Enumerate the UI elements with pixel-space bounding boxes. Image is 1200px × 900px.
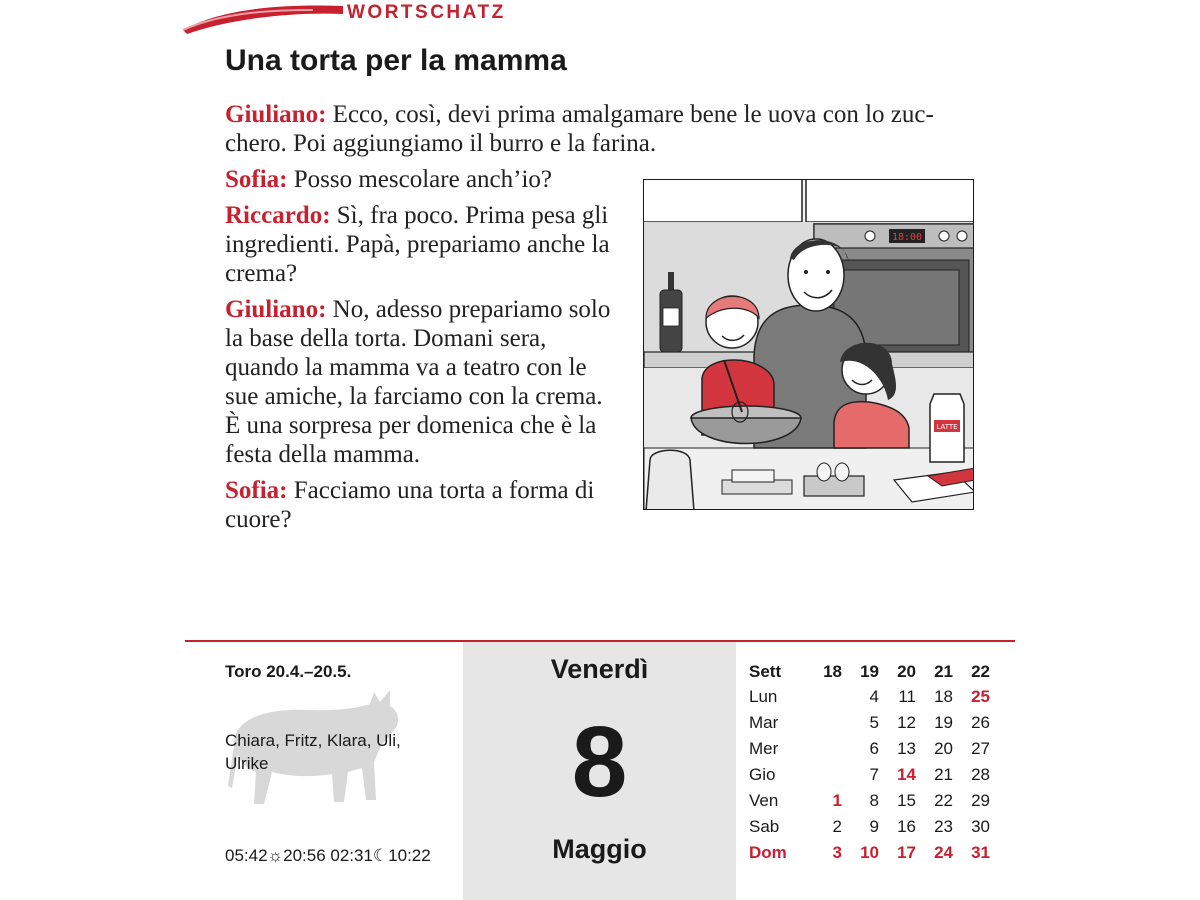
month-name: Maggio [552,834,647,864]
calendar-day: 18 [934,687,953,706]
page-title: Una torta per la mamma [225,44,567,77]
dialogue-line [225,100,945,158]
calendar-day: 31 [971,843,990,862]
kitchen-illustration [643,179,974,510]
calendar-day: 27 [971,739,990,758]
zodiac-sign: Toro 20.4.–20.5. [225,662,352,681]
date-block [463,642,736,900]
line-text: No, adesso prepariamo solo la base della torta. Domani sera, quando la mamma va a teatro con le sue amiche, la farciamo con la crema. È una sorpresa per domenica che è la festa della mamma. [225,296,611,468]
line-text: Ecco, così, devi prima amalgamare bene le uova con lo zucchero. Poi aggiungiamo il burro e la farina. [225,101,934,157]
calendar-day: 10 [860,843,879,862]
weekday-label: Gio [749,765,776,784]
calendar-day: 28 [971,765,990,784]
week-number: 18 [823,661,842,681]
calendar-day: 19 [934,713,953,732]
calendar-row [744,684,990,710]
dialogue-line [225,165,625,194]
line-text: Sì, fra poco. Prima pesa gli ingredienti. Papà, prepariamo anche la crema? [225,202,610,287]
calendar-day: 5 [869,713,879,732]
calendar-row [744,762,990,788]
calendar-day [805,762,842,788]
name-days: Chiara, Fritz, Klara, Uli, Ulrike [225,731,401,773]
calendar-day: 23 [934,817,953,836]
calendar-day: 6 [869,739,879,758]
dialogue-line [225,201,620,288]
line-text: Posso mescolare anch’io? [293,166,553,193]
calendar-day-holiday: 1 [832,791,842,810]
weekday-label: Sab [749,817,780,836]
calendar-day: 22 [934,791,953,810]
milk-label: LATTE [936,423,958,431]
week-label: Sett [749,661,782,681]
section-label: WORTSCHATZ [347,2,506,23]
week-number: 22 [971,661,990,681]
calendar-day: 20 [934,739,953,758]
calendar-day-holiday: 14 [897,765,916,784]
weekday-label: Lun [749,687,778,706]
calendar-day: 16 [897,817,916,836]
calendar-day: 3 [832,843,842,862]
calendar-day [805,710,842,736]
week-number: 20 [897,661,916,681]
dialogue-line [225,476,620,534]
calendar-day-holiday: 25 [971,687,990,706]
calendar-row [744,710,990,736]
calendar-day: 7 [869,765,879,784]
calendar-day: 15 [897,791,916,810]
sun-moon-times: 05:42☼20:56 02:31☾10:22 [225,846,431,865]
speaker-name: Sofia: [225,477,288,504]
oven-display: 18:00 [891,232,923,243]
speaker-name: Giuliano: [225,101,327,128]
calendar-day: 30 [971,817,990,836]
calendar-day: 9 [869,817,879,836]
calendar-day: 4 [869,687,879,706]
calendar-header-row [744,659,990,684]
calendar-day [805,736,842,762]
calendar-day: 29 [971,791,990,810]
day-number: 8 [571,706,628,818]
weekday-label: Mer [749,739,779,758]
calendar-day: 12 [897,713,916,732]
weekday-label: Ven [749,791,779,810]
weekday-label: Mar [749,713,779,732]
calendar-day: 17 [897,843,916,862]
calendar-day: 21 [934,765,953,784]
calendar-row [744,788,990,814]
calendar-row [744,814,990,840]
calendar-day: 26 [971,713,990,732]
weekday-label: Dom [749,843,787,862]
weekday: Venerdì [550,654,649,684]
speaker-name: Riccardo: [225,202,331,229]
red-banner-swoosh [183,0,343,34]
calendar-day: 2 [832,817,842,836]
calendar-day: 13 [897,739,916,758]
calendar-day: 24 [934,843,953,862]
speaker-name: Giuliano: [225,296,327,323]
calendar-row-sunday [744,840,990,866]
mini-calendar [744,659,990,866]
calendar-day: 8 [869,791,879,810]
calendar-day [805,684,842,710]
line-text: Facciamo una torta a forma di cuore? [225,477,595,533]
week-number: 21 [934,661,953,681]
week-number: 19 [860,661,879,681]
speaker-name: Sofia: [225,166,288,193]
calendar-day: 11 [898,687,916,706]
calendar-row [744,736,990,762]
dialogue-line [225,295,620,469]
